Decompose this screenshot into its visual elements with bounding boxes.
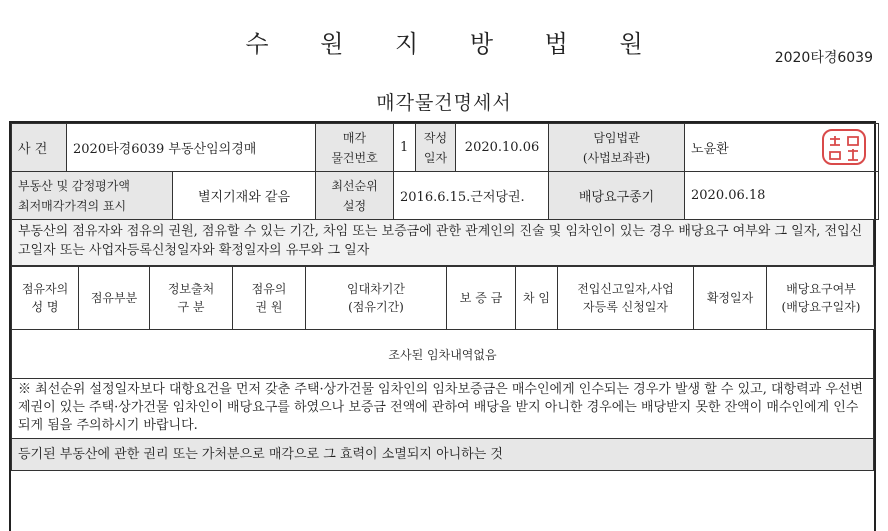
document-frame: [9, 121, 876, 531]
warning-notice: ※ 최선순위 설정일자보다 대항요건을 먼저 갖춘 주택·상가건물 임차인의 임차보증금은 매수인에게 인수되는 경우가 발생 할 수 있고, 대항력과 우선변제권이 있는 주택·상가건물 임차인이 배당요구를 하였으나 보증금 전액에 관하여 배당을 받지 아니한 경우에는 배당받지 못한 잔액이 매수인에게 인수되게 됨을 주의하시기 바랍니다.: [11, 379, 874, 439]
col-deposit: 보 증 금: [447, 267, 516, 330]
case-label: 사 건: [12, 124, 67, 172]
judge-name: 노윤환: [691, 142, 729, 157]
priority-value: 2016.6.15.근저당권.: [394, 172, 549, 220]
empty-text: 조사된 임차내역없음: [388, 347, 497, 362]
col-rent: 차 임: [516, 267, 558, 330]
summary-table: [11, 123, 879, 220]
court-seal-icon: [820, 127, 868, 167]
judge-cell: [685, 124, 879, 172]
case-number-top: 2020타경6039: [774, 50, 873, 66]
item-number-label: 매각 물건번호: [316, 124, 394, 172]
col-lease-period: 임대차기간 (점유기간): [306, 267, 447, 330]
priority-label: 최선순위 설정: [316, 172, 394, 220]
col-dividend-request: 배당요구여부 (배당요구일자): [767, 267, 876, 330]
created-date-value: 2020.10.06: [456, 124, 549, 172]
col-fixed-date: 확정일자: [694, 267, 767, 330]
occupancy-empty-row: [11, 330, 874, 379]
item-number-value: 1: [394, 124, 416, 172]
appraisal-label: 부동산 및 감정평가액 최저매각가격의 표시: [12, 172, 173, 220]
judge-label: 담임법관 (사법보좌관): [549, 124, 685, 172]
col-info-source: 정보출처 구 분: [150, 267, 233, 330]
col-move-in-date: 전입신고일자,사업 자등록 신청일자: [558, 267, 694, 330]
col-occupancy-title: 점유의 권 원: [233, 267, 306, 330]
deadline-value: 2020.06.18: [685, 172, 879, 220]
occupancy-table: [11, 266, 876, 330]
deadline-label: 배당요구종기: [549, 172, 685, 220]
court-name: 수 원 지 방 법 원: [245, 30, 665, 58]
occupancy-notice: 부동산의 점유자와 점유의 권원, 점유할 수 있는 기간, 차임 또는 보증금에 관한 관계인의 진술 및 임차인이 있는 경우 배당요구 여부와 그 일자, 전입신고일자 또는 사업자등록신청일자와 확정일자의 유무와 그 일자: [11, 220, 874, 266]
case-value: 2020타경6039 부동산임의경매: [67, 124, 316, 172]
col-occupied-part: 점유부분: [79, 267, 150, 330]
document-title: 매각물건명세서: [376, 92, 512, 114]
rights-notice: 등기된 부동산에 관한 권리 또는 가처분으로 매각으로 그 효력이 소멸되지 아니하는 것: [11, 439, 874, 471]
created-date-label: 작성 일자: [416, 124, 456, 172]
col-occupant-name: 점유자의 성 명: [12, 267, 79, 330]
appraisal-value: 별지기재와 같음: [173, 172, 316, 220]
